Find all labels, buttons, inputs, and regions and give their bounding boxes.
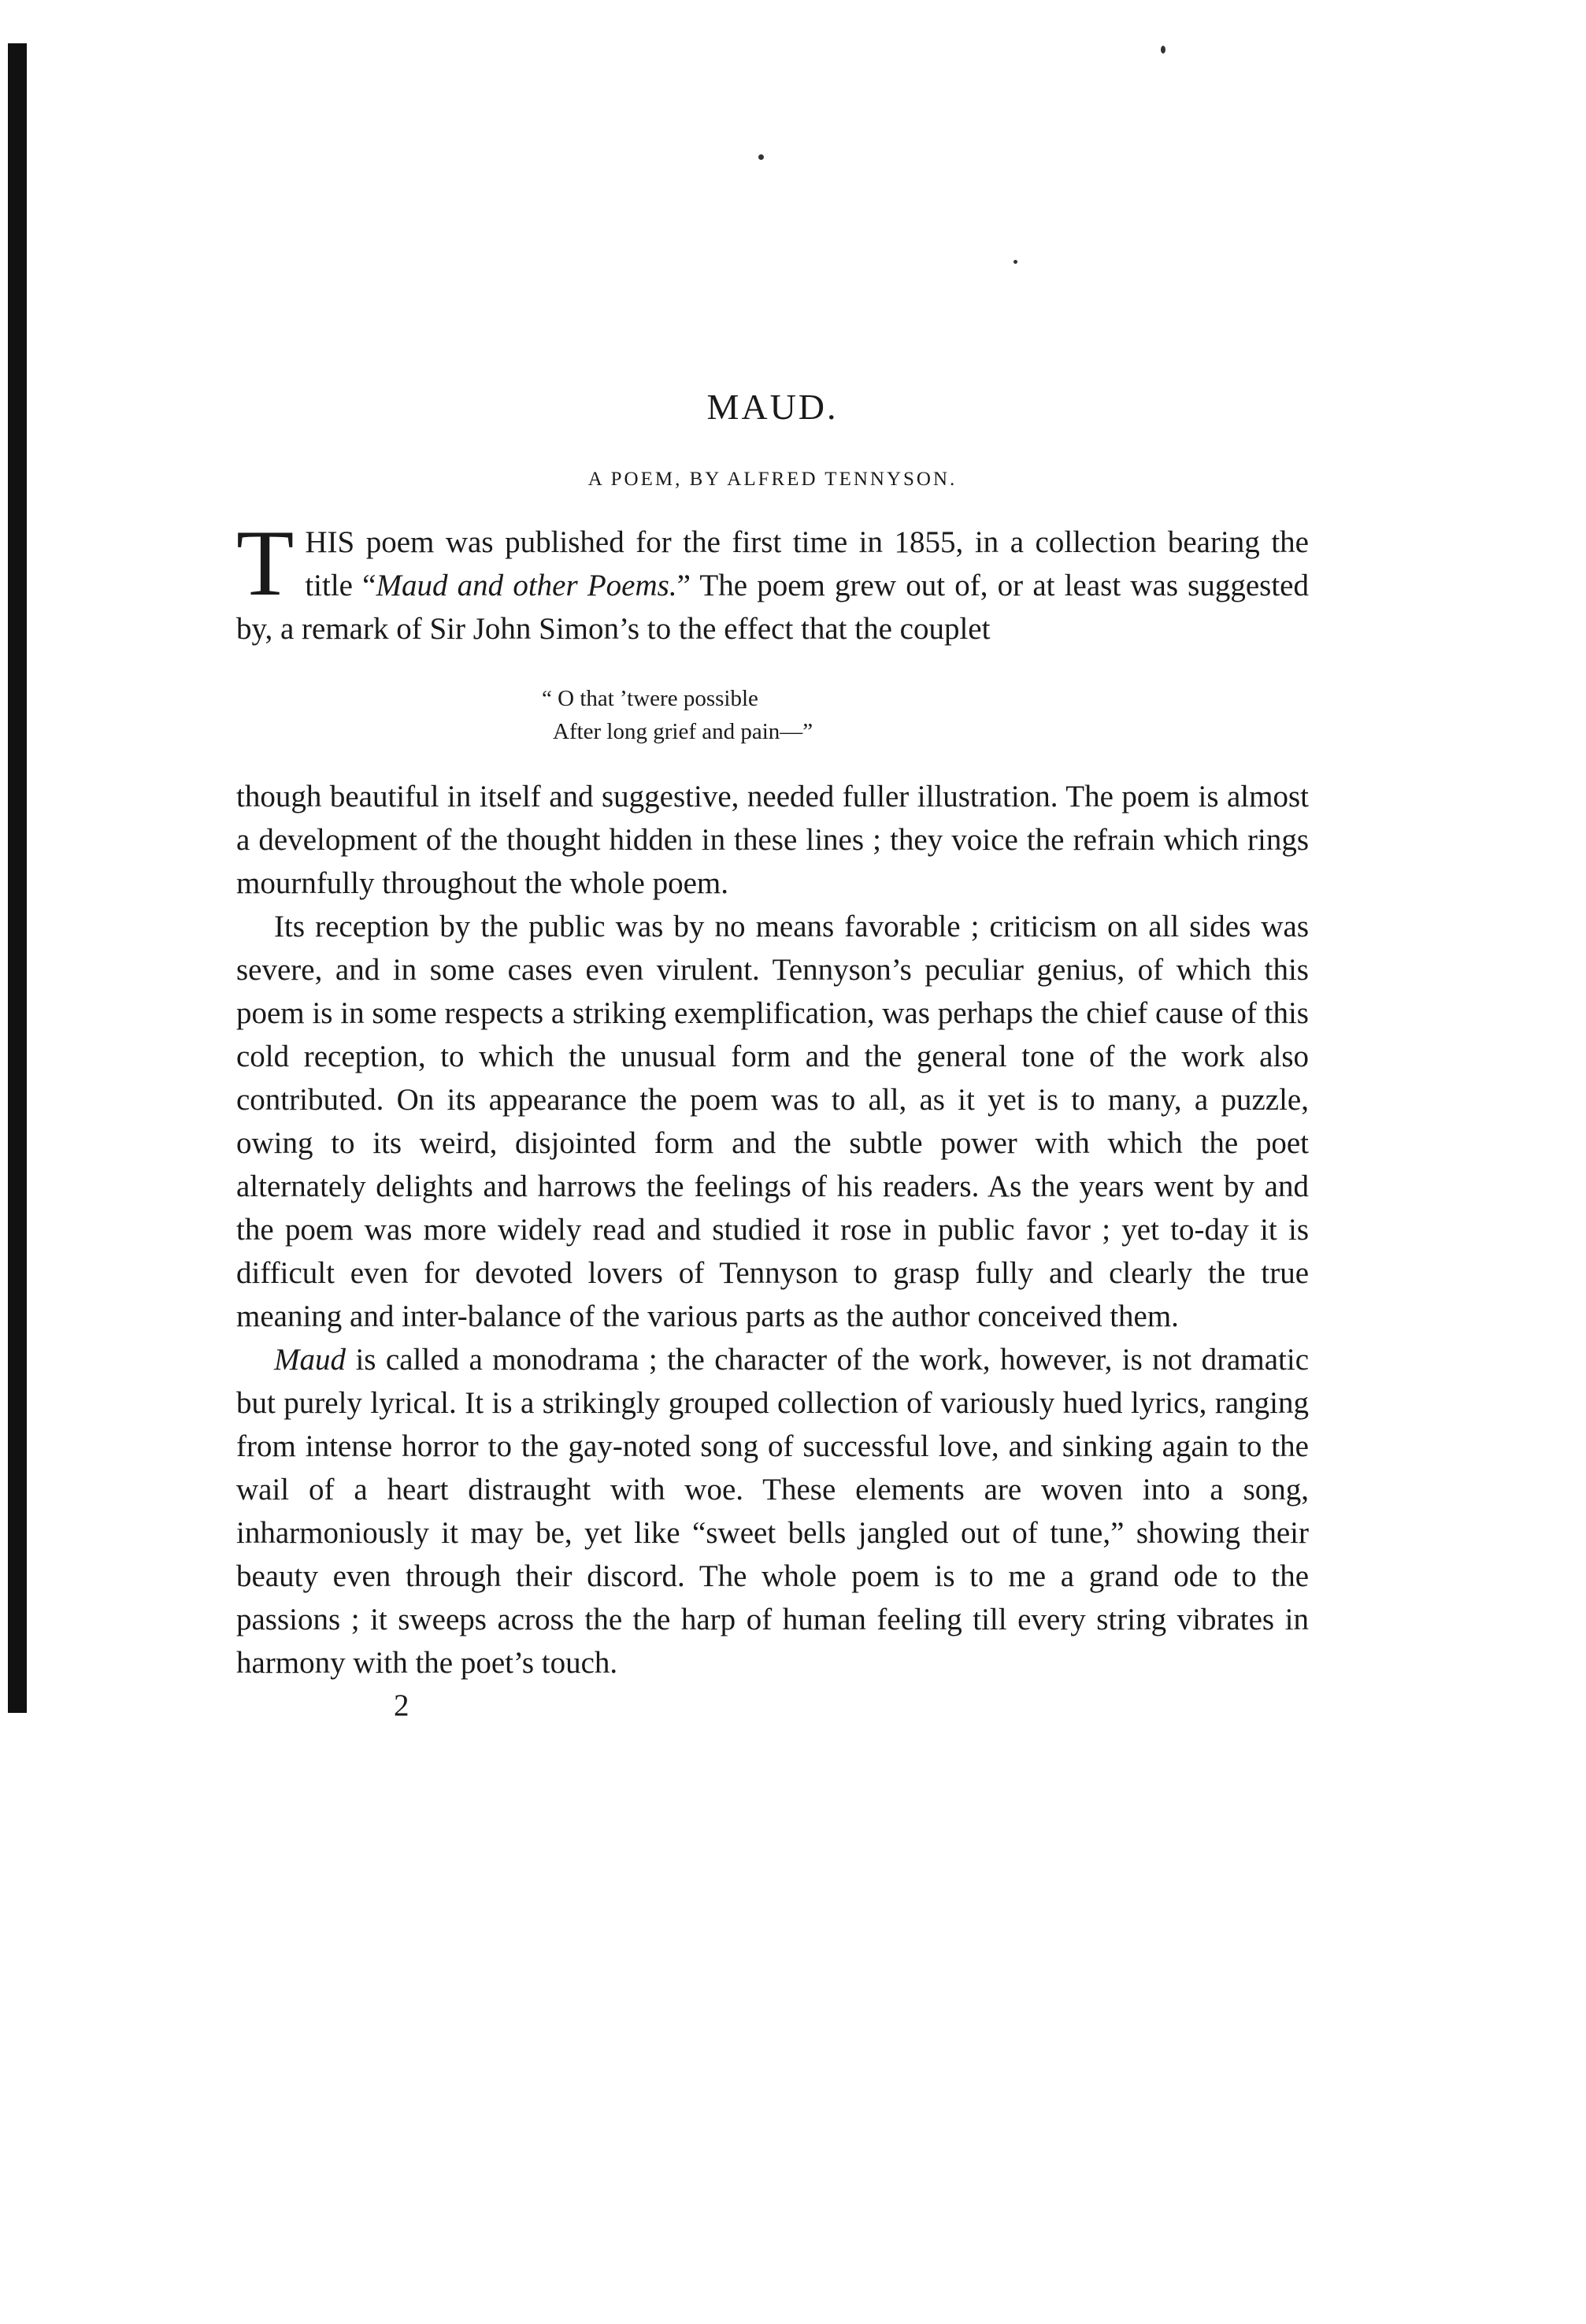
book-title: Maud and other Poems. (376, 569, 677, 602)
paragraph-4 (236, 1338, 1309, 1685)
drop-cap: T (236, 510, 295, 615)
scan-edge-shadow (8, 43, 27, 1713)
paragraph-1-end: ” The poem grew out of, or at least was suggested by, a remark of Sir John Simon’s to the effect that the couplet (236, 569, 1309, 646)
paragraph-1 (236, 510, 1309, 650)
page-title: MAUD. (706, 387, 839, 427)
page-number: 2 (394, 1688, 409, 1722)
scan-speck (1161, 46, 1165, 54)
paragraph-2: though beautiful in itself and suggestive, needed fuller illustration. The poem is almost a development of the thought hidden in these lines ; they voice the refrain which rings mournfully throughout the whole poem. (236, 780, 1309, 900)
paragraph-4-rest: is called a monodrama ; the character of the work, however, is not dramatic but purely lyrical. It is a strikingly grouped collection of variously hued lyrics, ranging from intense horror to the gay-noted song of successful love, and sinking again to the wail of a heart distraught with woe. These elements are woven into a song, inharmoniously it may be, yet like “sweet bells jangled out of tune,” showing their beauty even through their discord. The whole poem is to me a grand ode to the passions ; it sweeps across the the harp of human feeling till every string vibrates in harmony with the poet’s touch. (236, 1343, 1309, 1680)
body-text (236, 510, 1309, 1685)
page-subtitle: A POEM, BY ALFRED TENNYSON. (587, 469, 958, 490)
paragraph-3: Its reception by the public was by no means favorable ; criticism on all sides was severe, and in some cases even virulent. Tennyson’s peculiar genius, of which this poem is in some respects a striking exemplification, was perhaps the chief cause of this cold reception, to which the unusual form and the general tone of the work also contributed. On its appearance the poem was to all, as it yet is to many, a puzzle, owing to its weird, disjointed form and the subtle power with which the poet alternately delights and harrows the feelings of his readers. As the years went by and the poem was more widely read and studied it rose in public favor ; yet to-day it is difficult even for devoted lovers of Tennyson to grasp fully and clearly the true meaning and inter-balance of the various parts as the author conceived them. (236, 910, 1309, 1333)
paragraph-1-start: HIS poem was published for the first time in 1855, in a collection bearing the title “ (305, 525, 1309, 602)
poem-name: Maud (274, 1343, 346, 1377)
couplet-line-1: “ O that ’twere possible (542, 686, 758, 711)
scan-speck (758, 154, 764, 160)
quoted-couplet (542, 682, 1309, 748)
scan-speck (1013, 260, 1017, 264)
couplet-line-2: After long grief and pain—” (553, 719, 813, 744)
document-page (236, 386, 1309, 1723)
